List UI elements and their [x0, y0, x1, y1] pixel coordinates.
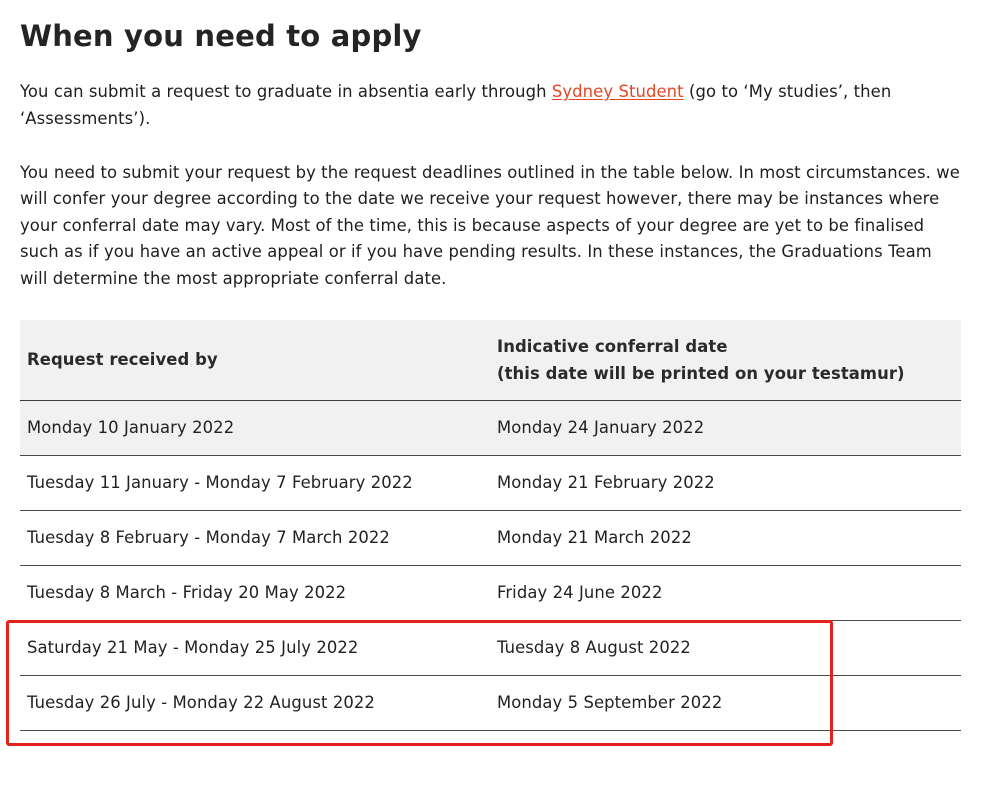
conferral-date-cell: Monday 21 March 2022 [490, 510, 961, 565]
main-content [20, 18, 961, 731]
table-row [20, 675, 961, 730]
request-received-cell: Tuesday 8 February - Monday 7 March 2022 [20, 510, 490, 565]
conferral-date-cell: Monday 5 September 2022 [490, 675, 961, 730]
intro-text-after-link: (go to ‘My studies’, then ‘Assessments’). [20, 82, 892, 128]
table-row [20, 565, 961, 620]
table-row [20, 510, 961, 565]
conferral-date-cell: Tuesday 8 August 2022 [490, 620, 961, 675]
page-title: When you need to apply [20, 19, 422, 53]
request-received-cell: Tuesday 11 January - Monday 7 February 2022 [20, 455, 490, 510]
header-request-received-by: Request received by [20, 320, 490, 401]
conferral-date-cell: Monday 24 January 2022 [490, 400, 961, 455]
request-received-cell: Monday 10 January 2022 [20, 400, 490, 455]
request-received-cell: Saturday 21 May - Monday 25 July 2022 [20, 620, 490, 675]
table-row [20, 400, 961, 455]
conferral-date-cell: Monday 21 February 2022 [490, 455, 961, 510]
header-conferral-note: (this date will be printed on your testamur) [497, 363, 905, 383]
request-received-cell: Tuesday 8 March - Friday 20 May 2022 [20, 565, 490, 620]
table-header-row [20, 320, 961, 401]
table-row [20, 455, 961, 510]
intro-text-before-link: You can submit a request to graduate in absentia early through [20, 82, 552, 101]
conferral-date-cell: Friday 24 June 2022 [490, 565, 961, 620]
conferral-dates-table [20, 320, 961, 731]
sydney-student-link[interactable]: Sydney Student [551, 82, 684, 101]
table-row [20, 620, 961, 675]
header-indicative-conferral-date [490, 320, 961, 401]
header-conferral-title: Indicative conferral date [497, 336, 728, 356]
request-received-cell: Tuesday 26 July - Monday 22 August 2022 [20, 675, 490, 730]
deadlines-paragraph: You need to submit your request by the request deadlines outlined in the table below. In most circumstances. we will confer your degree according to the date we receive your request however, there may be instances where your conferral date may vary. Most of the time, this is because aspects of your degree are yet to be finalised such as if you have an active appeal or if you have pending results. In these instances, the Graduations Team will determine the most appropriate conferral date. [20, 162, 960, 289]
intro-paragraph [20, 79, 961, 132]
